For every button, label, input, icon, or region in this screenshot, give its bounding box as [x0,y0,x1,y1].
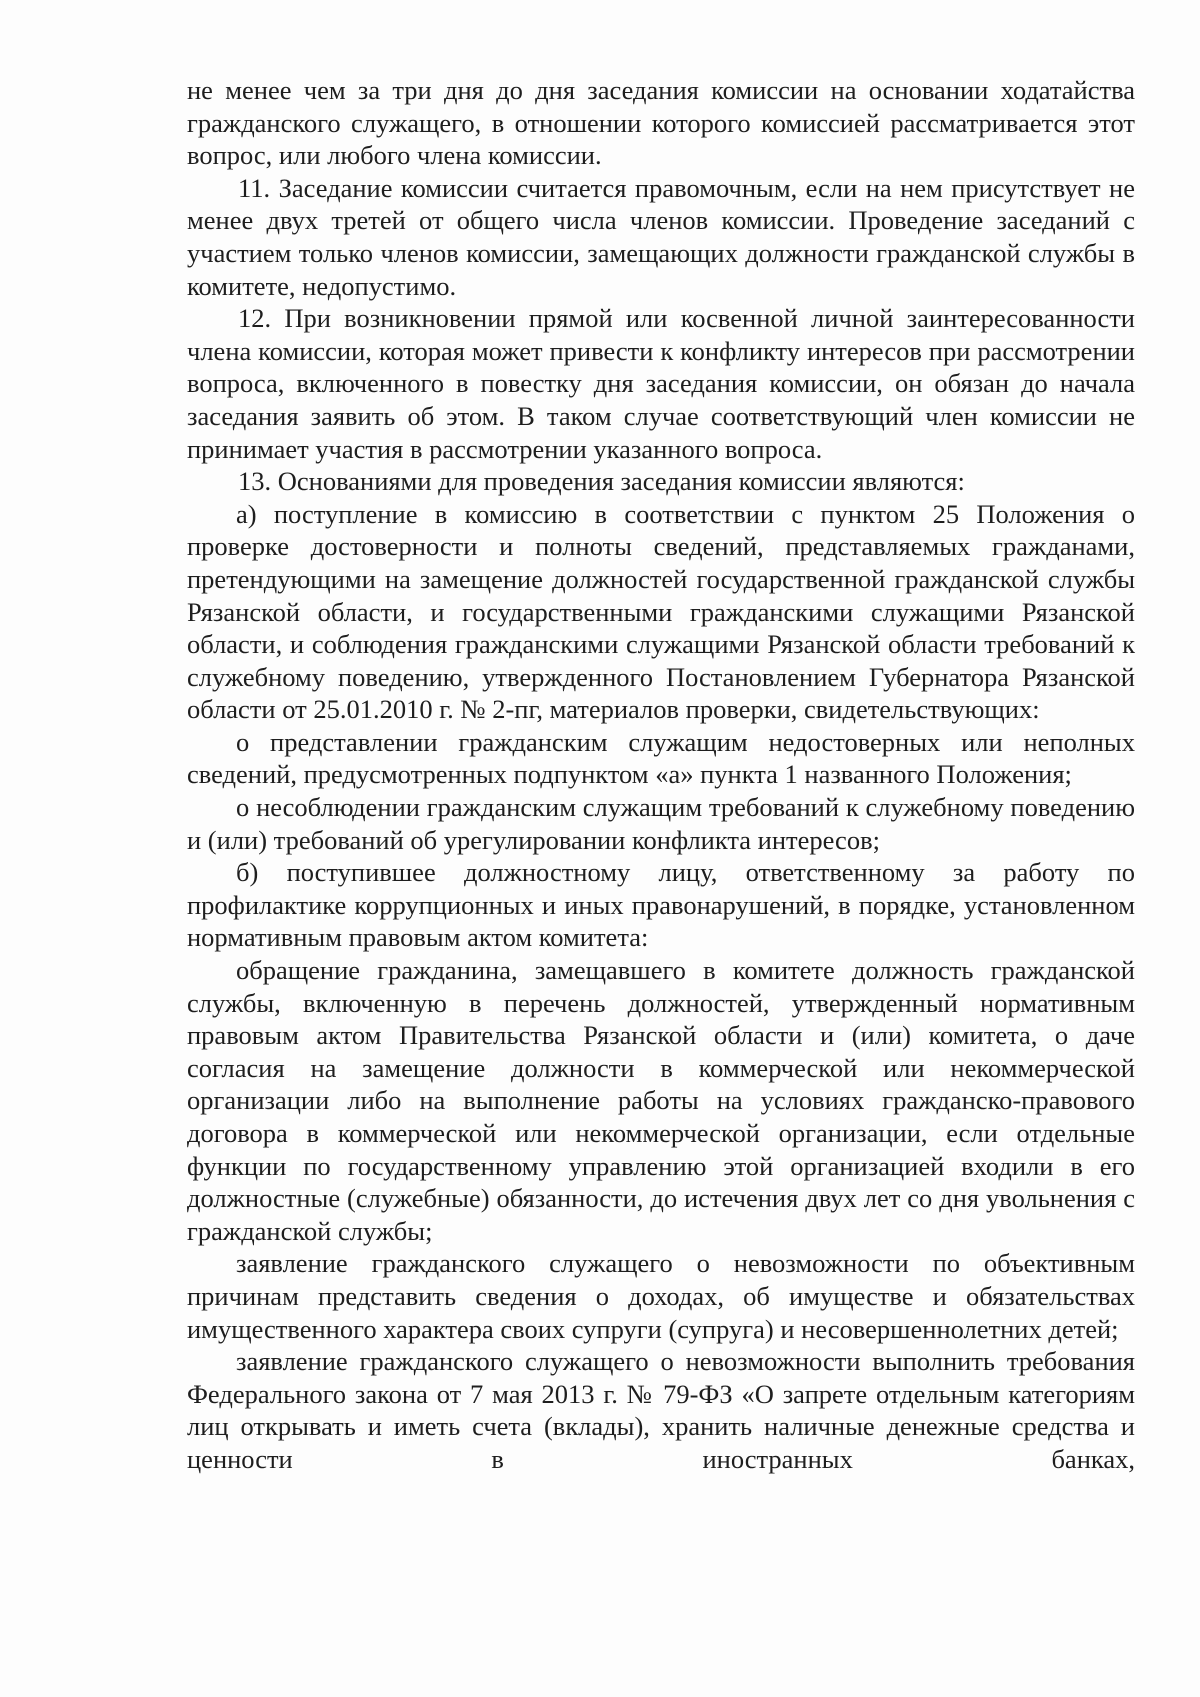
paragraph-item-13a: а) поступление в комиссию в соответствии с пунктом 25 Положения о проверке достоверности и полноты сведений, представляемых гражданами, претендующими на замещение должностей государственной гражданской службы Рязанской области, и государственными гражданскими служащими Рязанской области, и соблюдения гражданскими служащими Рязанской области требований к служебному поведению, утвержденного Постановлением Губернатора Рязанской области от 25.01.2010 г. № 2-пг, материалов проверки, свидетельствующих: [187,498,1135,725]
document-body [187,74,1135,1476]
paragraph-item-13: 13. Основаниями для проведения заседания комиссии являются: [238,466,965,497]
paragraph-item-13b-first: обращение гражданина, замещавшего в комитете должность гражданской службы, включенную в перечень должностей, утвержденный нормативным правовым актом Правительства Рязанской области и (или) комитета, о даче согласия на замещение должности в коммерческой или некоммерческой организации либо на выполнение работы на условиях гражданско-правового договора в коммерческой или некоммерческой организации, если отдельные функции по государственному управлению этой организацией входили в его должностные (служебные) обязанности, до истечения двух лет со дня увольнения с гражданской службы; [187,955,1135,1246]
paragraph-item-13b-third: заявление гражданского служащего о невозможности выполнить требования Федерального закона от 7 мая 2013 г. № 79-ФЗ «О запрете отдельным категориям лиц открывать и иметь счета (вклады), хранить наличные денежные средства и ценности в иностранных банках, [187,1346,1135,1474]
paragraph-item-13a-first: о представлении гражданским служащим недостоверных или неполных сведений, предусмотренных подпунктом «а» пункта 1 названного Положения; [187,726,1135,790]
paragraph-item-11: 11. Заседание комиссии считается правомочным, если на нем присутствует не менее двух третей от общего числа членов комиссии. Проведение заседаний с участием только членов комиссии, замещающих должности гражданской службы в комитете, недопустимо. [187,172,1135,301]
paragraph-item-13b-second: заявление гражданского служащего о невозможности по объективным причинам представить сведения о доходах, об имуществе и обязательствах имущественного характера своих супруги (супруга) и несовершеннолетних детей; [187,1248,1135,1344]
paragraph-item-13a-second: о несоблюдении гражданским служащим требований к служебному поведению и (или) требований об урегулировании конфликта интересов; [187,792,1135,855]
paragraph-continuation: не менее чем за три дня до дня заседания комиссии на основании ходатайства гражданского служащего, в отношении которого комиссией рассматривается этот вопрос, или любого члена комиссии. [187,75,1135,171]
paragraph-item-13b: б) поступившее должностному лицу, ответственному за работу по профилактике коррупционных и иных правонарушений, в порядке, установленном нормативным правовым актом комитета: [187,857,1135,953]
paragraph-item-12: 12. При возникновении прямой или косвенной личной заинтересованности члена комиссии, которая может привести к конфликту интересов при рассмотрении вопроса, включенного в повестку дня заседания комиссии, он обязан до начала заседания заявить об этом. В таком случае соответствующий член комиссии не принимает участия в рассмотрении указанного вопроса. [187,303,1135,464]
